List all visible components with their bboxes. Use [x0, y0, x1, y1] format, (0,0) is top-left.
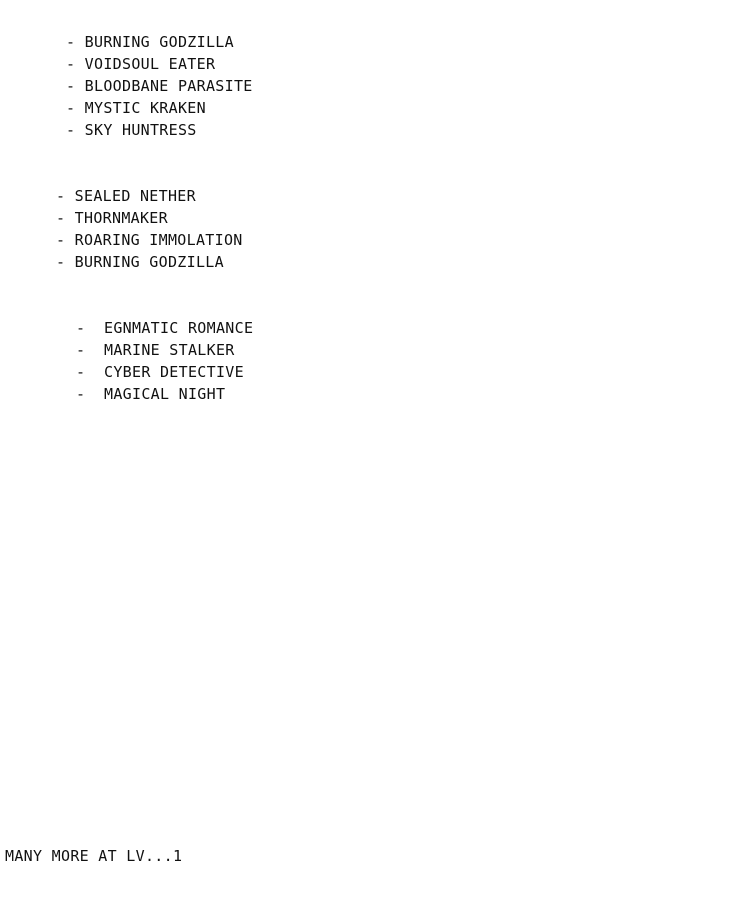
- list-item: - SEALED NETHER: [56, 187, 196, 205]
- list-item: [5, 449, 727, 471]
- spacer: [5, 735, 727, 757]
- list-item: - THORNMAKER: [56, 209, 168, 227]
- list-item: [5, 603, 727, 625]
- list-item: - BURNING GODZILLA: [56, 253, 224, 271]
- more-note: MANY MORE AT LV...1: [5, 847, 183, 865]
- list-item: - ROARING IMMOLATION: [56, 231, 243, 249]
- list-item: [5, 801, 727, 823]
- list-item: [5, 559, 727, 581]
- parachute-heading: [5, 295, 727, 317]
- list-item: - MAGICAL NIGHT: [76, 385, 226, 403]
- list-item: [5, 493, 727, 515]
- account-listing-document: [5, 9, 727, 911]
- list-item: - MARINE STALKER: [76, 341, 235, 359]
- list-item: [5, 625, 727, 647]
- spacer: [5, 867, 727, 889]
- list-item: [5, 713, 727, 735]
- spacer: [5, 405, 727, 427]
- list-item: - EGNMATIC ROMANCE: [76, 319, 254, 337]
- list-item: [5, 757, 727, 779]
- list-item: [5, 537, 727, 559]
- spacer: [5, 823, 727, 845]
- spacer: [5, 669, 727, 691]
- gunlab-heading: [5, 427, 727, 449]
- spacer: [5, 141, 727, 163]
- spacer: [5, 471, 727, 493]
- list-item: [5, 779, 727, 801]
- royal-pass-line: [5, 889, 727, 911]
- list-item: [5, 691, 727, 713]
- list-item: - CYBER DETECTIVE: [76, 363, 244, 381]
- list-item: [5, 515, 727, 537]
- list-item: [5, 581, 727, 603]
- list-item: - BLOODBANE PARASITE: [66, 77, 253, 95]
- spacer: [5, 273, 727, 295]
- list-item: - SKY HUNTRESS: [66, 121, 197, 139]
- list-item: - BURNING GODZILLA: [66, 33, 234, 51]
- list-item: - MYSTIC KRAKEN: [66, 99, 206, 117]
- list-item: [5, 647, 727, 669]
- molotovs-heading: [5, 163, 727, 185]
- grenades-heading: [5, 9, 727, 31]
- list-item: - VOIDSOUL EATER: [66, 55, 216, 73]
